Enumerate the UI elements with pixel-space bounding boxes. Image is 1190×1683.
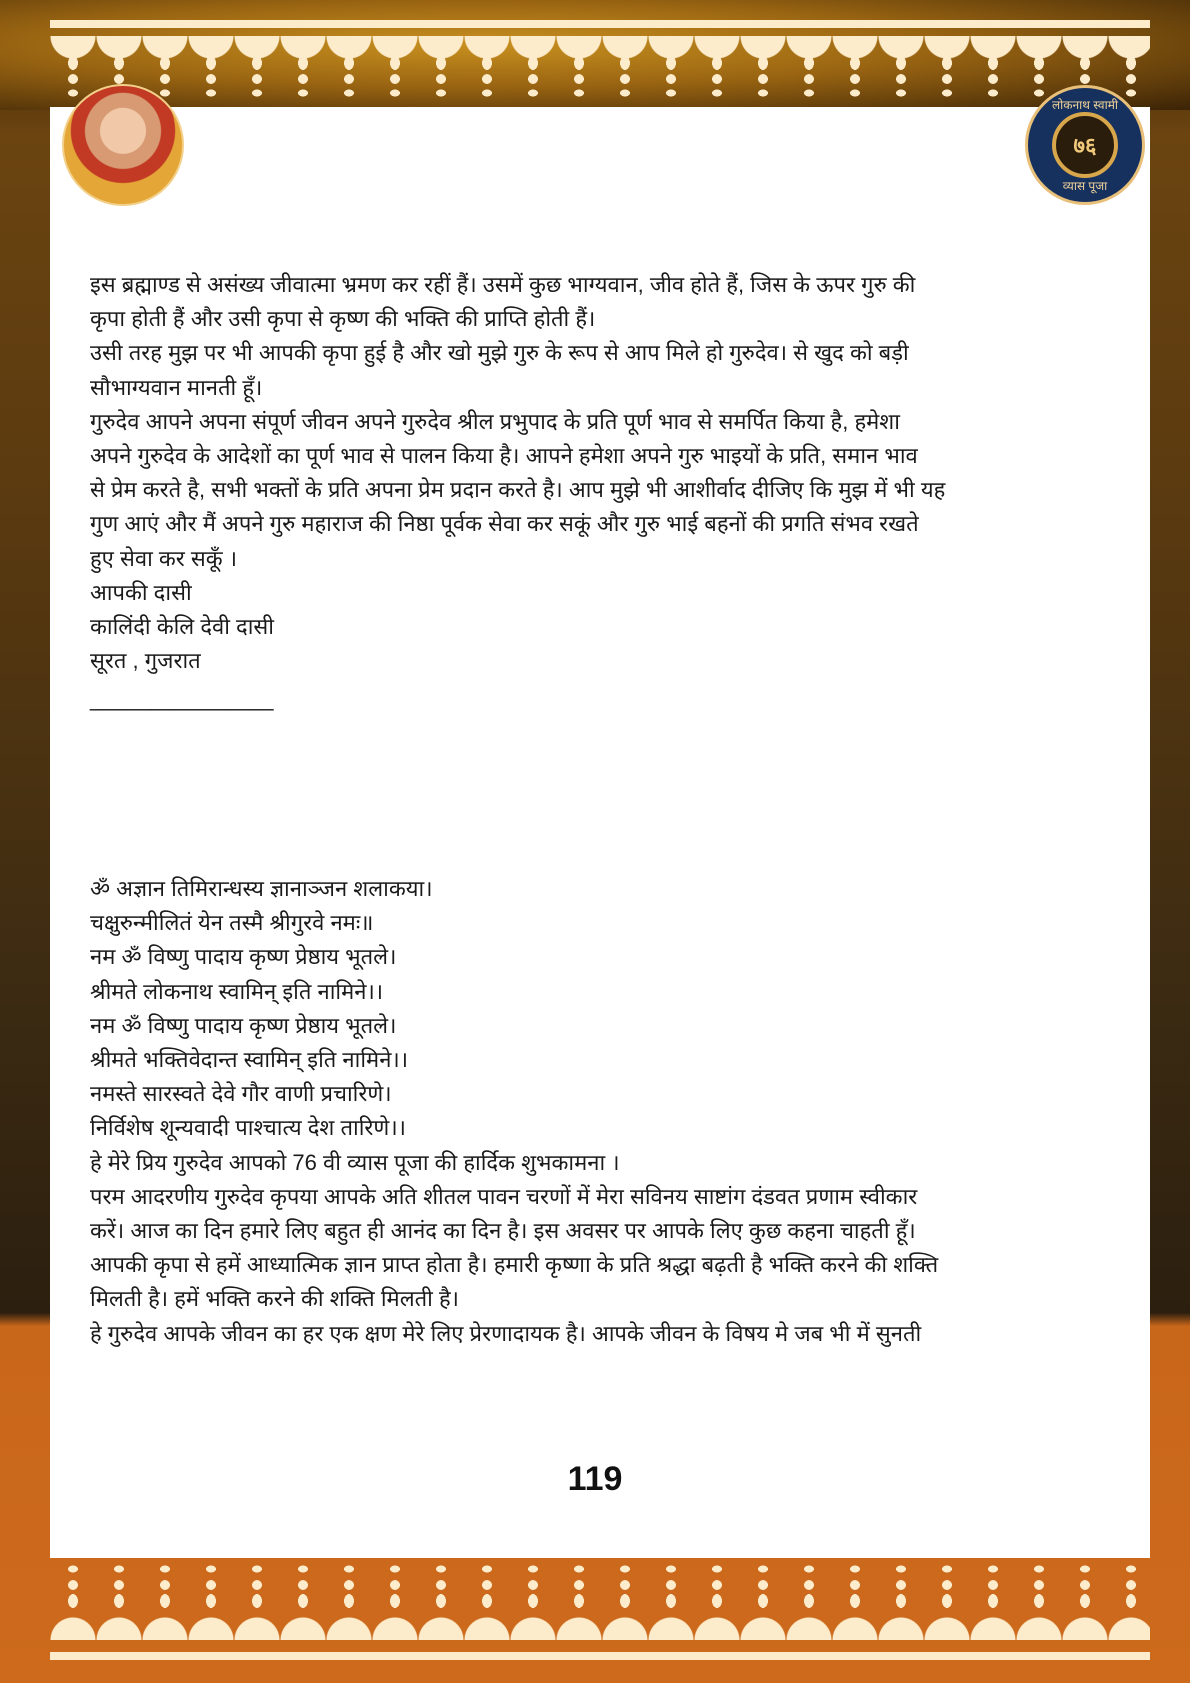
text-line: निर्विशेष शून्यवादी पाश्चात्य देश तारिणे।। bbox=[90, 1115, 406, 1141]
text-line: हे गुरुदेव आपके जीवन का हर एक क्षण मेरे लिए प्रेरणादायक है। आपके जीवन के विषय मे जब भी में सुनती bbox=[90, 1320, 922, 1346]
text-line: श्रीमते लोकनाथ स्वामिन् इति नामिने।। bbox=[90, 978, 384, 1004]
bottom-dot-row bbox=[50, 1566, 1150, 1573]
text-line: इस ब्रह्माण्ड से असंख्य जीवात्मा भ्रमण कर रहीं हैं। उसमें कुछ भाग्यवान, जीव होते हैं, जिस के ऊपर गुरु की bbox=[90, 272, 916, 297]
bottom-scallop-border bbox=[50, 1612, 1150, 1640]
badge-number: ७६ bbox=[1052, 112, 1118, 178]
top-dot-row bbox=[50, 90, 1150, 97]
badge-top-text: लोकनाथ स्वामी bbox=[1052, 98, 1118, 112]
text-line: कृपा होती हैं और उसी कृपा से कृष्ण की भक्ति की प्राप्ति होती हैं। bbox=[90, 306, 596, 332]
separator: _______________ bbox=[90, 686, 274, 712]
text-line: चक्षुरुन्मीलितं येन तस्मै श्रीगुरवे नमः॥ bbox=[90, 910, 374, 936]
text-line: आपकी कृपा से हमें आध्यात्मिक ज्ञान प्राप्त होता है। हमारी कृष्णा के प्रति श्रद्धा बढ़ती है भक्ति करने की शक्ति bbox=[90, 1252, 939, 1278]
page-number: 119 bbox=[567, 1460, 623, 1498]
text-line: से प्रेम करते है, सभी भक्तों के प्रति अपना प्रेम प्रदान करते है। आप मुझे भी आशीर्वाद दीजिए कि मुझ में भी यह bbox=[90, 477, 946, 503]
text-line: अपने गुरुदेव के आदेशों का पूर्ण भाव से पालन किया है। आपने हमेशा अपने गुरु भाइयों के प्रति, समान भाव bbox=[90, 443, 918, 469]
vyasa-puja-badge bbox=[1025, 85, 1145, 205]
text-line: सूरत , गुजरात bbox=[90, 648, 201, 674]
badge-bottom-text: व्यास पूजा bbox=[1062, 179, 1108, 193]
letter-2 bbox=[90, 872, 1110, 1351]
top-border-line bbox=[50, 20, 1150, 28]
bottom-border-line bbox=[50, 1652, 1150, 1660]
text-line: ॐ अज्ञान तिमिरान्धस्य ज्ञानाञ्जन शलाकया। bbox=[90, 876, 433, 901]
top-dot-row bbox=[50, 74, 1150, 84]
text-line: हुए सेवा कर सकूँ । bbox=[90, 545, 238, 571]
text-line: श्रीमते भक्तिवेदान्त स्वामिन् इति नामिने।। bbox=[90, 1047, 409, 1073]
text-line: मिलती है। हमें भक्ति करने की शक्ति मिलती है। bbox=[90, 1286, 459, 1312]
text-line: आपकी दासी bbox=[90, 579, 192, 605]
text-line: परम आदरणीय गुरुदेव कृपया आपके अति शीतल पावन चरणों में मेरा सविनय साष्टांग दंडवत प्रणाम स्वीकार bbox=[90, 1183, 918, 1209]
guru-portrait bbox=[62, 84, 184, 206]
bottom-dot-row bbox=[50, 1594, 1150, 1608]
top-dot-row bbox=[50, 56, 1150, 70]
text-line: करें। आज का दिन हमारे लिए बहुत ही आनंद का दिन है। इस अवसर पर आपके लिए कुछ कहना चाहती हूँ। bbox=[90, 1218, 916, 1244]
bottom-dot-row bbox=[50, 1580, 1150, 1590]
text-line: नम ॐ विष्णु पादाय कृष्ण प्रेष्ठाय भूतले। bbox=[90, 944, 397, 970]
text-line: गुरुदेव आपने अपना संपूर्ण जीवन अपने गुरुदेव श्रील प्रभुपाद के प्रति पूर्ण भाव से समर्पित किया है, हमेशा bbox=[90, 408, 900, 434]
text-line: हे मेरे प्रिय गुरुदेव आपको 76 वी व्यास पूजा की हार्दिक शुभकामना । bbox=[90, 1149, 620, 1175]
text-line: गुण आएं और मैं अपने गुरु महाराज की निष्ठा पूर्वक सेवा कर सकूं और गुरु भाई बहनों की प्रगति संभव रखते bbox=[90, 511, 919, 537]
letter-1 bbox=[90, 268, 1110, 717]
text-line: कालिंदी केलि देवी दासी bbox=[90, 614, 274, 640]
text-line: उसी तरह मुझ पर भी आपकी कृपा हुई है और खो मुझे गुरु के रूप से आप मिले हो गुरुदेव। से खुद को बड़ी bbox=[90, 340, 909, 366]
text-line: सौभाग्यवान मानती हूँ। bbox=[90, 374, 263, 400]
text-line: नमस्ते सारस्वते देवे गौर वाणी प्रचारिणे। bbox=[90, 1081, 392, 1107]
text-line: नम ॐ विष्णु पादाय कृष्ण प्रेष्ठाय भूतले। bbox=[90, 1012, 397, 1038]
